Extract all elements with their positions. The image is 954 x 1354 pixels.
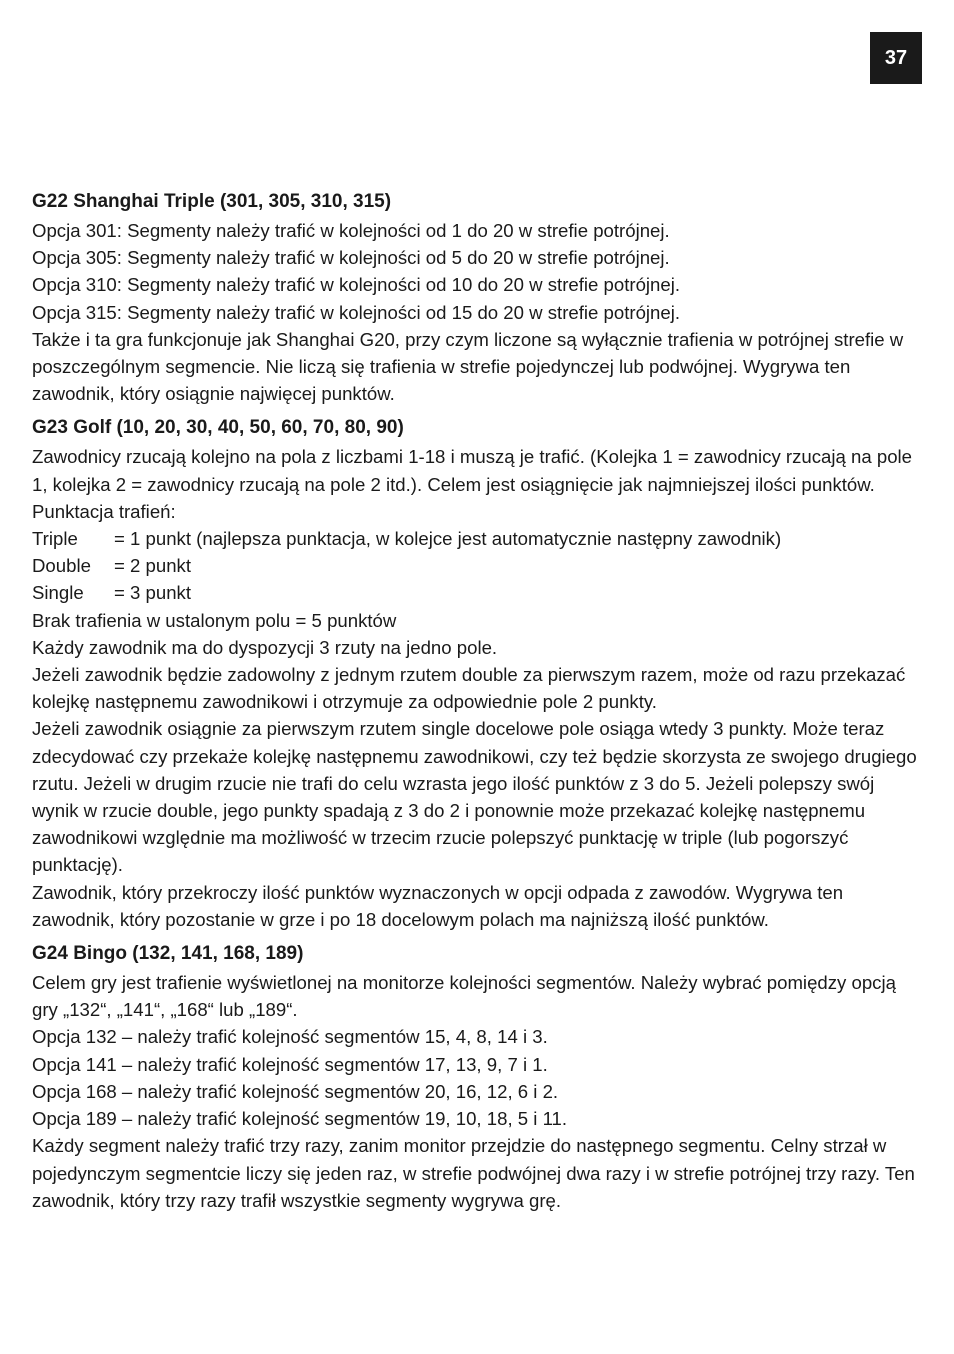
scoring-label: Single xyxy=(32,582,84,604)
paragraph: Każdy zawodnik ma do dyspozycji 3 rzuty na jedno pole. xyxy=(32,636,498,658)
paragraph: Opcja 132 – należy trafić kolejność segmentów 15, 4, 8, 14 i 3. xyxy=(32,1026,548,1048)
scoring-row-double xyxy=(32,552,924,579)
paragraph: Opcja 141 – należy trafić kolejność segmentów 17, 13, 9, 7 i 1. xyxy=(32,1053,548,1075)
paragraph: Opcja 305: Segmenty należy trafić w kolejności od 5 do 20 w strefie potrójnej. xyxy=(32,247,670,269)
section-heading: G22 Shanghai Triple (301, 305, 310, 315) xyxy=(32,191,392,212)
paragraph: Opcja 189 – należy trafić kolejność segmentów 19, 10, 18, 5 i 11. xyxy=(32,1108,568,1130)
scoring-row-single xyxy=(32,579,924,606)
paragraph: Jeżeli zawodnik osiągnie za pierwszym rzutem single docelowe pole osiąga wtedy 3 punkty. Może teraz zdecydować czy przekaże kolejkę następnemu zawodnikowi, czy też będzie skorzysta ze swojego drugiego rzutu. Jeżeli w drugim rzucie nie trafi do celu wzrasta jego ilość punktów z 3 do 5. Jeżeli polepszy swój wynik w rzucie double, jego punkty spadają z 3 do 2 i ponownie może przekazać kolejkę następnemu zawodnikowi względnie ma możliwość w trzecim rzucie polepszyć punktację w triple (lub pogorszyć punktację). xyxy=(32,718,917,876)
paragraph: Jeżeli zawodnik będzie zadowolny z jednym rzutem double za pierwszym razem, może od razu przekazać kolejkę następnemu zawodnikowi i otrzymuje za odpowiednie pole 2 punkty. xyxy=(32,664,906,713)
scoring-value: = 2 punkt xyxy=(114,555,192,577)
paragraph: Punktacja trafień: xyxy=(32,500,176,522)
paragraph: Brak trafienia w ustalonym polu = 5 punktów xyxy=(32,609,397,631)
scoring-value: = 1 punkt (najlepsza punktacja, w kolejce jest automatycznie następny zawodnik) xyxy=(114,528,782,550)
paragraph: Także i ta gra funkcjonuje jak Shanghai G20, przy czym liczone są wyłącznie trafienia w potrójnej strefie w poszczególnym segmencie. Nie liczą się trafienia w strefie pojedynczej lub podwójnej. Wygrywa ten zawodnik, który osiągnie najwięcej punktów. xyxy=(32,328,904,405)
section-g24 xyxy=(32,939,924,1214)
document-body xyxy=(32,187,924,1220)
paragraph: Opcja 168 – należy trafić kolejność segmentów 20, 16, 12, 6 i 2. xyxy=(32,1080,559,1102)
section-g22 xyxy=(32,187,924,407)
paragraph: Każdy segment należy trafić trzy razy, zanim monitor przejdzie do następnego segmentu. Celny strzał w pojedynczym segmentcie liczy się jeden raz, w strefie podwójnej dwa razy i w strefie potrójnej trzy razy. Ten zawodnik, który trzy razy trafił wszystkie segmenty wygrywa grę. xyxy=(32,1135,915,1211)
paragraph: Opcja 301: Segmenty należy trafić w kolejności od 1 do 20 w strefie potrójnej. xyxy=(32,220,670,241)
scoring-row-triple xyxy=(32,525,924,552)
paragraph: Zawodnik, który przekroczy ilość punktów wyznaczonych w opcji odpada z zawodów. Wygrywa ten zawodnik, który pozostanie w grze i po 18 docelowym polach ma najniższą ilość punktów. xyxy=(32,881,844,930)
scoring-value: = 3 punkt xyxy=(114,582,192,604)
page-number-badge: 37 xyxy=(870,32,922,84)
section-heading: G24 Bingo (132, 141, 168, 189) xyxy=(32,943,304,965)
paragraph: Zawodnicy rzucają kolejno na pola z liczbami 1-18 i muszą je trafić. (Kolejka 1 = zawodnicy rzucają na pole 1, kolejka 2 = zawodnicy rzucają na pole 2 itd.). Celem jest osiągnięcie jak najmniejszej ilości punktów. xyxy=(32,446,913,495)
section-g23 xyxy=(32,413,924,933)
paragraph: Celem gry jest trafienie wyświetlonej na monitorze kolejności segmentów. Należy wybrać pomiędzy opcją gry „132“, „141“, „168“ lub „189“. xyxy=(32,972,896,1021)
scoring-label: Triple xyxy=(32,528,78,550)
paragraph: Opcja 315: Segmenty należy trafić w kolejności od 15 do 20 w strefie potrójnej. xyxy=(32,301,681,323)
scoring-label: Double xyxy=(32,555,91,577)
paragraph: Opcja 310: Segmenty należy trafić w kolejności od 10 do 20 w strefie potrójnej. xyxy=(32,274,681,296)
section-heading: G23 Golf (10, 20, 30, 40, 50, 60, 70, 80, 90) xyxy=(32,417,404,439)
